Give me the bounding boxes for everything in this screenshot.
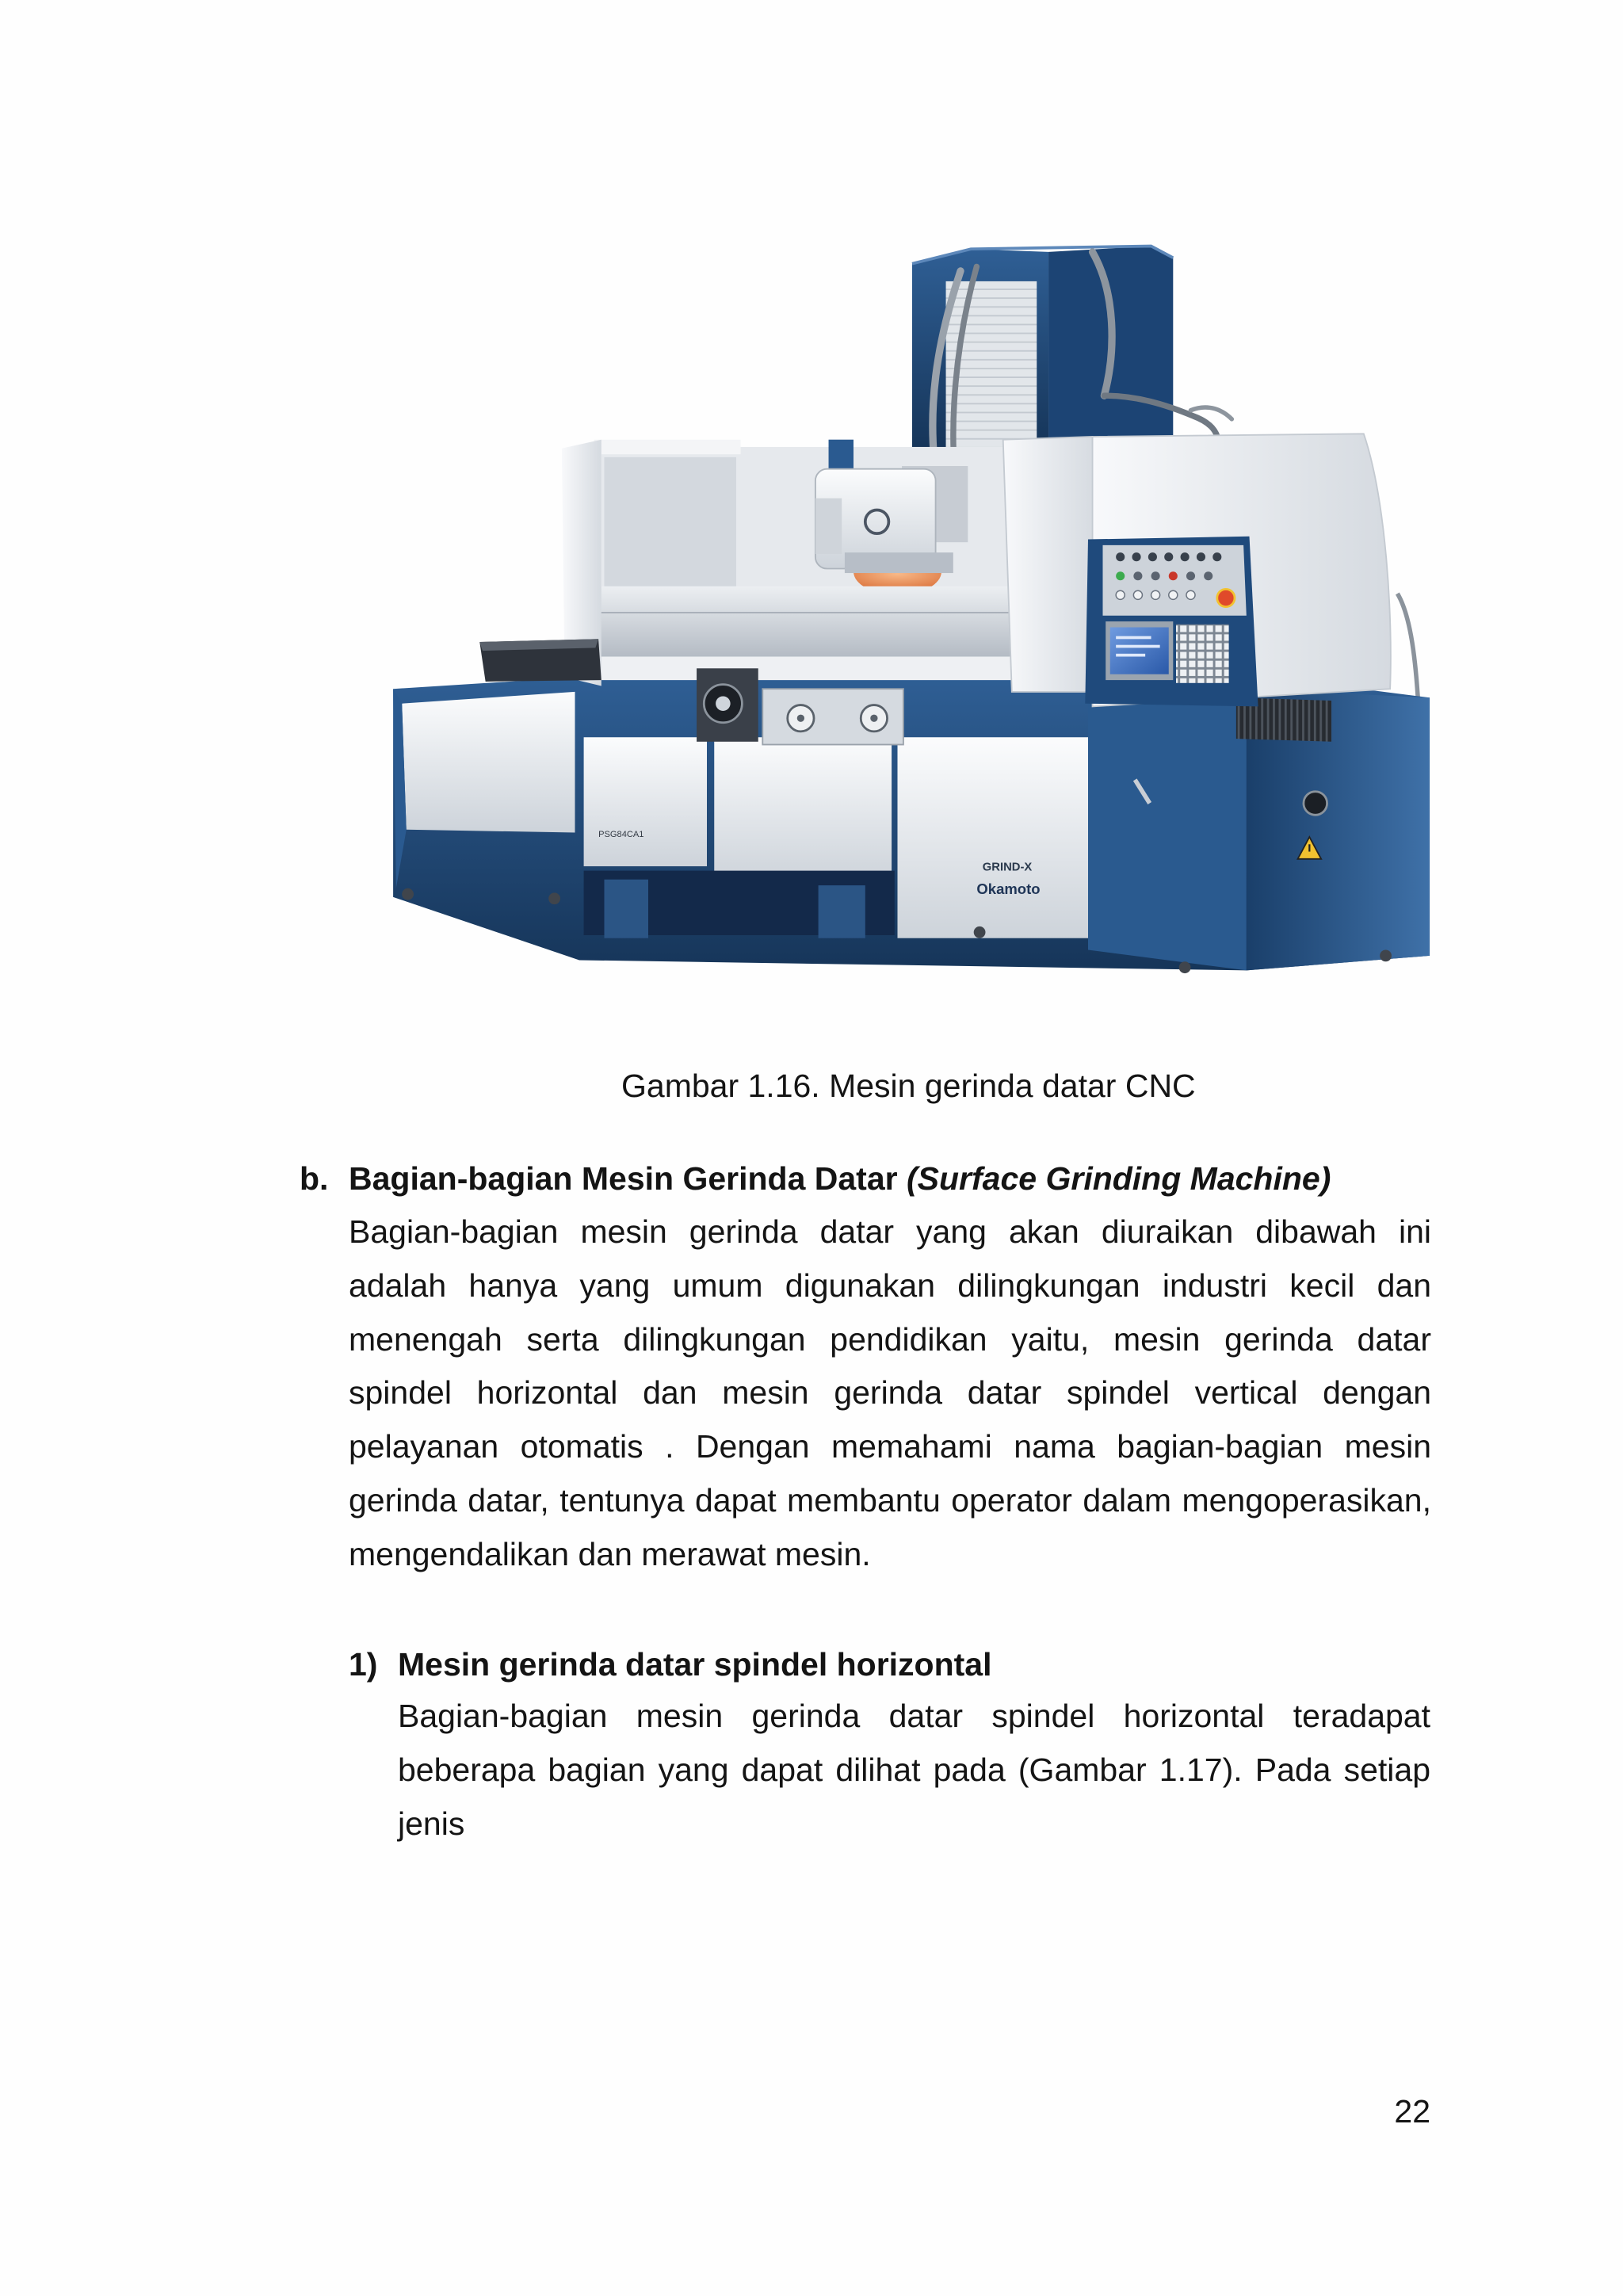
paragraph-line: Bagian-bagian mesin gerinda datar spindel horizontal teradapat (398, 1698, 1430, 1734)
paragraph-line: mengendalikan dan merawat mesin. (349, 1535, 871, 1572)
base-panel-center (714, 737, 892, 882)
base-panel-left (584, 737, 707, 866)
work-table (594, 586, 1044, 680)
control-screen (1110, 628, 1169, 674)
paragraph-line: jenis (398, 1805, 465, 1842)
cnc-control-panel (1085, 537, 1258, 707)
right-base-block (1088, 689, 1247, 970)
brand-logo: Okamoto (976, 881, 1041, 898)
subsection-1-paragraph (398, 1690, 1430, 1851)
figure-caption: Gambar 1.16. Mesin gerinda datar CNC (621, 1068, 1196, 1104)
paragraph-line: adalah hanya yang umum digunakan dilingkungan industri kecil dan (349, 1266, 1431, 1304)
section-marker: b. (300, 1160, 329, 1197)
paragraph-line: beberapa bagian yang dapat dilihat pada (Gambar 1.17). Pada setiap (398, 1751, 1430, 1788)
section-b-paragraph (349, 1205, 1431, 1582)
figure-1-16 (0, 0, 1623, 1117)
handwheel-knob (697, 668, 758, 742)
chip-tray (479, 639, 601, 682)
control-keypad (1176, 625, 1229, 683)
machine-base (393, 674, 1430, 971)
emergency-stop-icon (1217, 589, 1235, 606)
paragraph-line: pelayanan otomatis . Dengan memahami nama bagian-bagian mesin (349, 1428, 1431, 1465)
subsection-marker: 1) (349, 1646, 378, 1683)
section-title-text: Bagian-bagian Mesin Gerinda Datar (349, 1160, 898, 1197)
paragraph-line: spindel horizontal dan mesin gerinda datar spindel vertical dengan (349, 1374, 1431, 1412)
section-title (349, 1152, 1331, 1205)
section-heading-b (0, 1152, 1623, 1205)
paragraph-line: gerinda datar, tentunya dapat membantu operator dalam mengoperasikan, (349, 1481, 1431, 1519)
base-panel-right (898, 737, 1089, 938)
paragraph-line: Bagian-bagian mesin gerinda datar yang akan diuraikan dibawah ini (349, 1213, 1431, 1250)
page-number: 22 (1394, 2093, 1430, 2130)
right-guard-door (1003, 437, 1097, 692)
cnc-surface-grinder-photo (384, 231, 1469, 1052)
subsection-heading-1 (0, 1637, 1623, 1691)
series-label: GRIND-X (982, 861, 1033, 874)
section-title-italic: (Surface Grinding Machine) (907, 1160, 1331, 1197)
paragraph-line: menengah serta dilingkungan pendidikan yaitu, mesin gerinda datar (349, 1320, 1431, 1358)
side-knob-icon (1304, 792, 1327, 816)
wheel-guard (845, 552, 953, 573)
subsection-title: Mesin gerinda datar spindel horizontal (398, 1646, 992, 1683)
front-dial-panel (762, 689, 903, 744)
model-label: PSG84CA1 (598, 830, 644, 840)
